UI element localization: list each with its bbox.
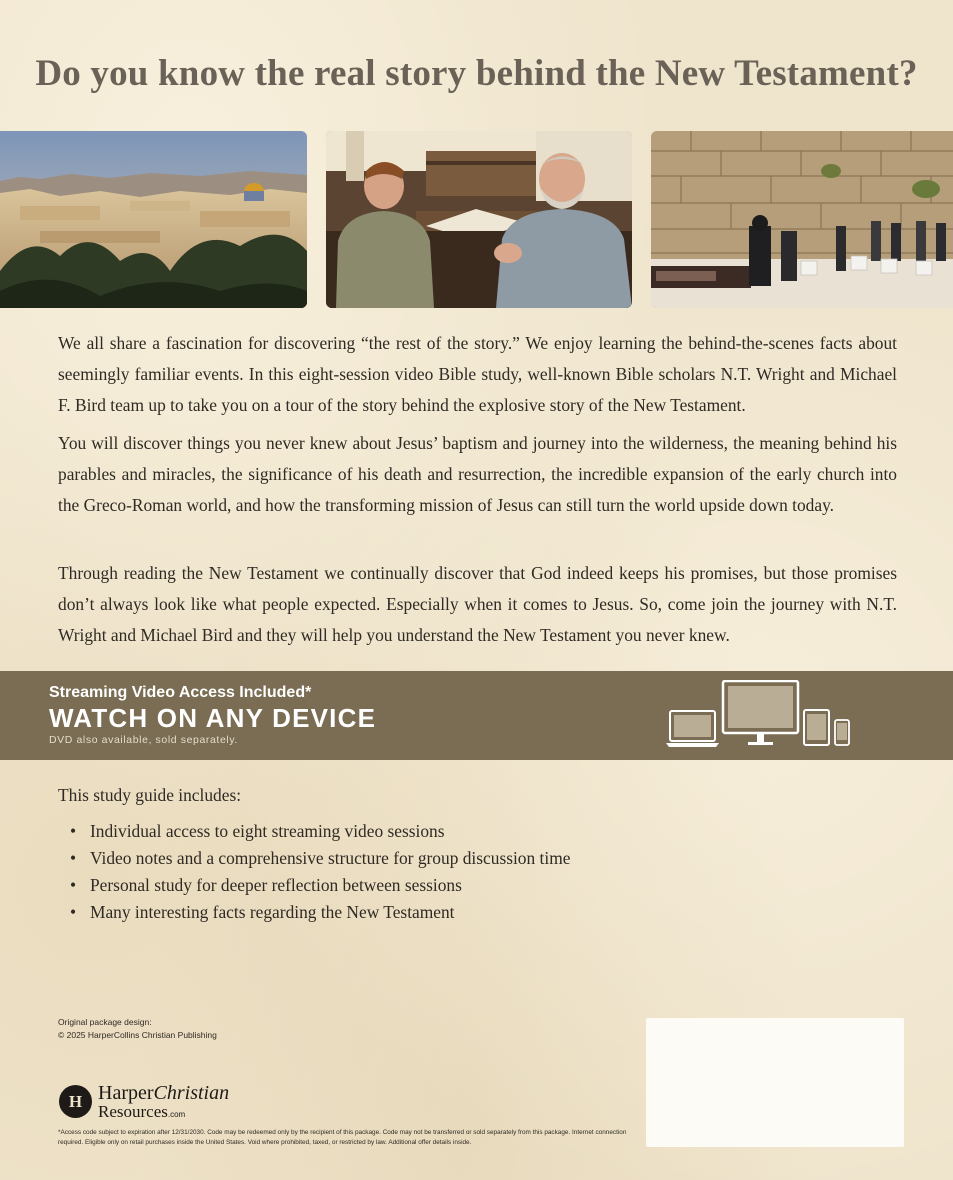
access-code-disclaimer: *Access code subject to expiration after 12/31/2030. Code may be redeemed only by the recipient of this package. Code may not be transferred or sold separately from this package. Internet connection required. Eligible only on retail purchases inside the United States. Void where prohibited, taxed, or restricted by law. Additional offer details inside. [58, 1129, 627, 1146]
dvd-note: DVD also available, sold separately. [49, 734, 238, 746]
includes-list [70, 818, 570, 926]
credit-line: Original package design: [58, 1017, 152, 1027]
hcr-logo-icon: H [59, 1085, 92, 1118]
scholars-conversation-photo [326, 131, 632, 308]
bullet-icon: • [70, 902, 77, 922]
copyright-line: © 2025 HarperCollins Christian Publishing [58, 1030, 217, 1040]
list-item: • Personal study for deeper reflection between sessions [70, 872, 570, 899]
watch-on-any-device-heading: WATCH ON ANY DEVICE [49, 703, 377, 733]
jerusalem-skyline-photo [0, 131, 307, 308]
bullet-icon: • [70, 848, 77, 868]
list-item: • Video notes and a comprehensive structure for group discussion time [70, 845, 570, 872]
design-credits [58, 1016, 217, 1042]
headline: Do you know the real story behind the New Testament? [35, 53, 918, 94]
barcode-blank-area [646, 1018, 904, 1147]
western-wall-photo [651, 131, 953, 308]
logo-wordmark-top: HarperChristian [98, 1082, 230, 1104]
bullet-icon: • [70, 875, 77, 895]
bullet-icon: • [70, 821, 77, 841]
intro-paragraph: We all share a fascination for discovering “the rest of the story.” We enjoy learning the behind-the-scenes facts about seemingly familiar events. In this eight-session video Bible study, well-known Bible scholars N.T. Wright and Michael F. Bird team up to take you on a tour of the story behind the explosive story of the New Testament. [58, 333, 897, 415]
discover-paragraph: You will discover things you never knew about Jesus’ baptism and journey into the wilderness, the meaning behind his parables and miracles, the significance of his death and resurrection, the incredible expansion of the early church into the Greco-Roman world, and how the transforming mission of Jesus can still turn the world upside down today. [58, 433, 897, 515]
includes-heading: This study guide includes: [58, 785, 242, 805]
harperchristian-resources-logo [59, 1082, 259, 1122]
list-item: • Individual access to eight streaming video sessions [70, 818, 570, 845]
streaming-access-label: Streaming Video Access Included* [49, 684, 312, 701]
devices-icon [666, 680, 852, 750]
promises-paragraph: Through reading the New Testament we continually discover that God indeed keeps his promises, but those promises don’t always look like what people expected. Especially when it comes to Jesus. So, come join the journey with N.T. Wright and Michael Bird and they will help you understand the New Testament you never knew. [58, 563, 897, 645]
list-item: • Many interesting facts regarding the New Testament [70, 899, 570, 926]
logo-wordmark-bottom: Resources.com [98, 1102, 186, 1121]
